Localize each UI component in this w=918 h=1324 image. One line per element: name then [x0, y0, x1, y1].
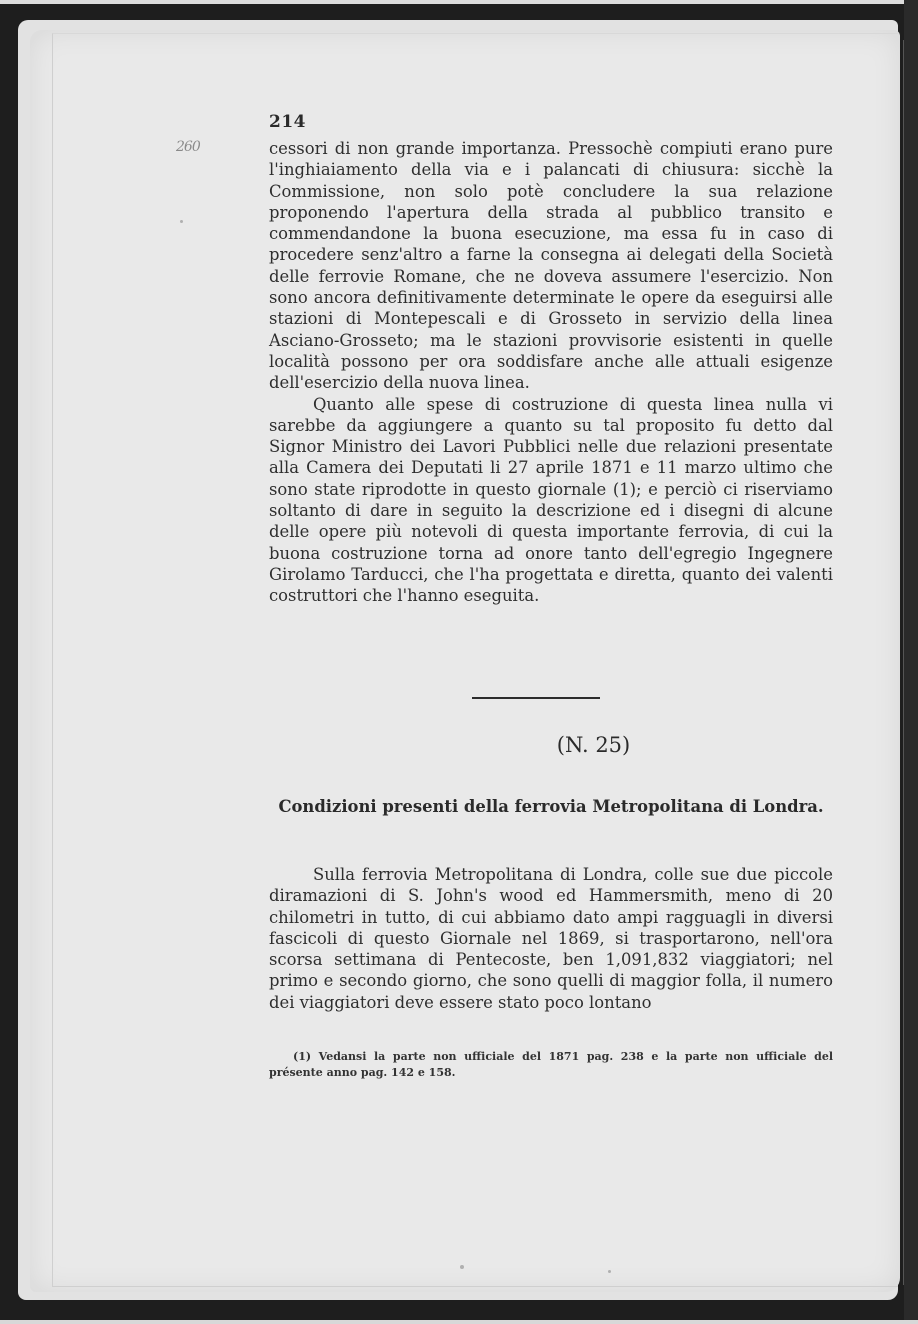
section-number: [0, 733, 918, 757]
footnote-text: (1) Vedansi la parte non ufficiale del 1871 pag. 238 e la parte non ufficiale del présente anno pag. 142 e 158.: [269, 1050, 833, 1079]
page-number: 214: [269, 112, 306, 132]
section-number-label: (N. 25): [556, 733, 631, 757]
footnote: [269, 1049, 833, 1081]
book-spine: [904, 0, 918, 1324]
paper-speck: [608, 1270, 611, 1273]
page-body: [269, 112, 833, 607]
section-separator: [472, 697, 600, 699]
paper-speck: [180, 220, 183, 223]
section-body: [269, 864, 833, 1013]
section-title: Condizioni presenti della ferrovia Metropolitana di Londra.: [278, 797, 824, 816]
scan-bottom-edge: [0, 1320, 918, 1324]
construction-costs-paragraph: Quanto alle spese di costruzione di questa linea nulla vi sarebbe da aggiungere a quanto su tal proposito fu detto dal Signor Ministro dei Lavori Pubblici nelle due relazioni presentate alla Camera dei Deputati li 27 aprile 1871 e 11 marzo ultimo che sono state riprodotte in questo giornale (1); e perciò ci riserviamo soltanto di dare in seguito la descrizione ed i disegni di alcune delle opere più notevoli di questa importante ferrovia, di cui la buona costruzione torna ad onore tanto dell'egregio Ingegnere Girolamo Tarducci, che l'ha progettata e diretta, quanto dei valenti costruttori che l'hanno eseguita.: [269, 394, 833, 606]
continuation-paragraph: cessori di non grande importanza. Pressochè compiuti erano pure l'inghiaiamento della via e i palancati di chiusura: sicchè la Commissione, non solo potè concludere la sua relazione proponendo l'apertura della strada al pubblico transito e commendandone la buona esecuzione, ma essa fu in caso di procedere senz'altro a farne la consegna ai delegati della Società delle ferrovie Romane, che ne doveva assumere l'esercizio. Non sono ancora definitivamente determinate le opere da eseguirsi alle stazioni di Montepescali e di Grosseto in servizio della linea Asciano-Grosseto; ma le stazioni provvisorie esistenti in quelle località possono per ora soddisfare anche alle attuali esigenze dell'esercizio della nuova linea.: [269, 139, 833, 393]
paper-speck: [460, 1265, 464, 1269]
scan-top-edge: [0, 0, 918, 4]
handwritten-margin-note: 260: [176, 139, 200, 155]
section-paragraph: Sulla ferrovia Metropolitana di Londra, colle sue due piccole diramazioni di S. John's wood ed Hammersmith, meno di 20 chilometri in tutto, di cui abbiamo dato ampi ragguagli in diversi fascicoli di questo Giornale nel 1869, si trasportarono, nell'ora scorsa settimana di Pentecoste, ben 1,091,832 viaggiatori; nel primo e secondo giorno, che sono quelli di maggior folla, il numero dei viaggiatori deve essere stato poco lontano: [269, 865, 833, 1012]
